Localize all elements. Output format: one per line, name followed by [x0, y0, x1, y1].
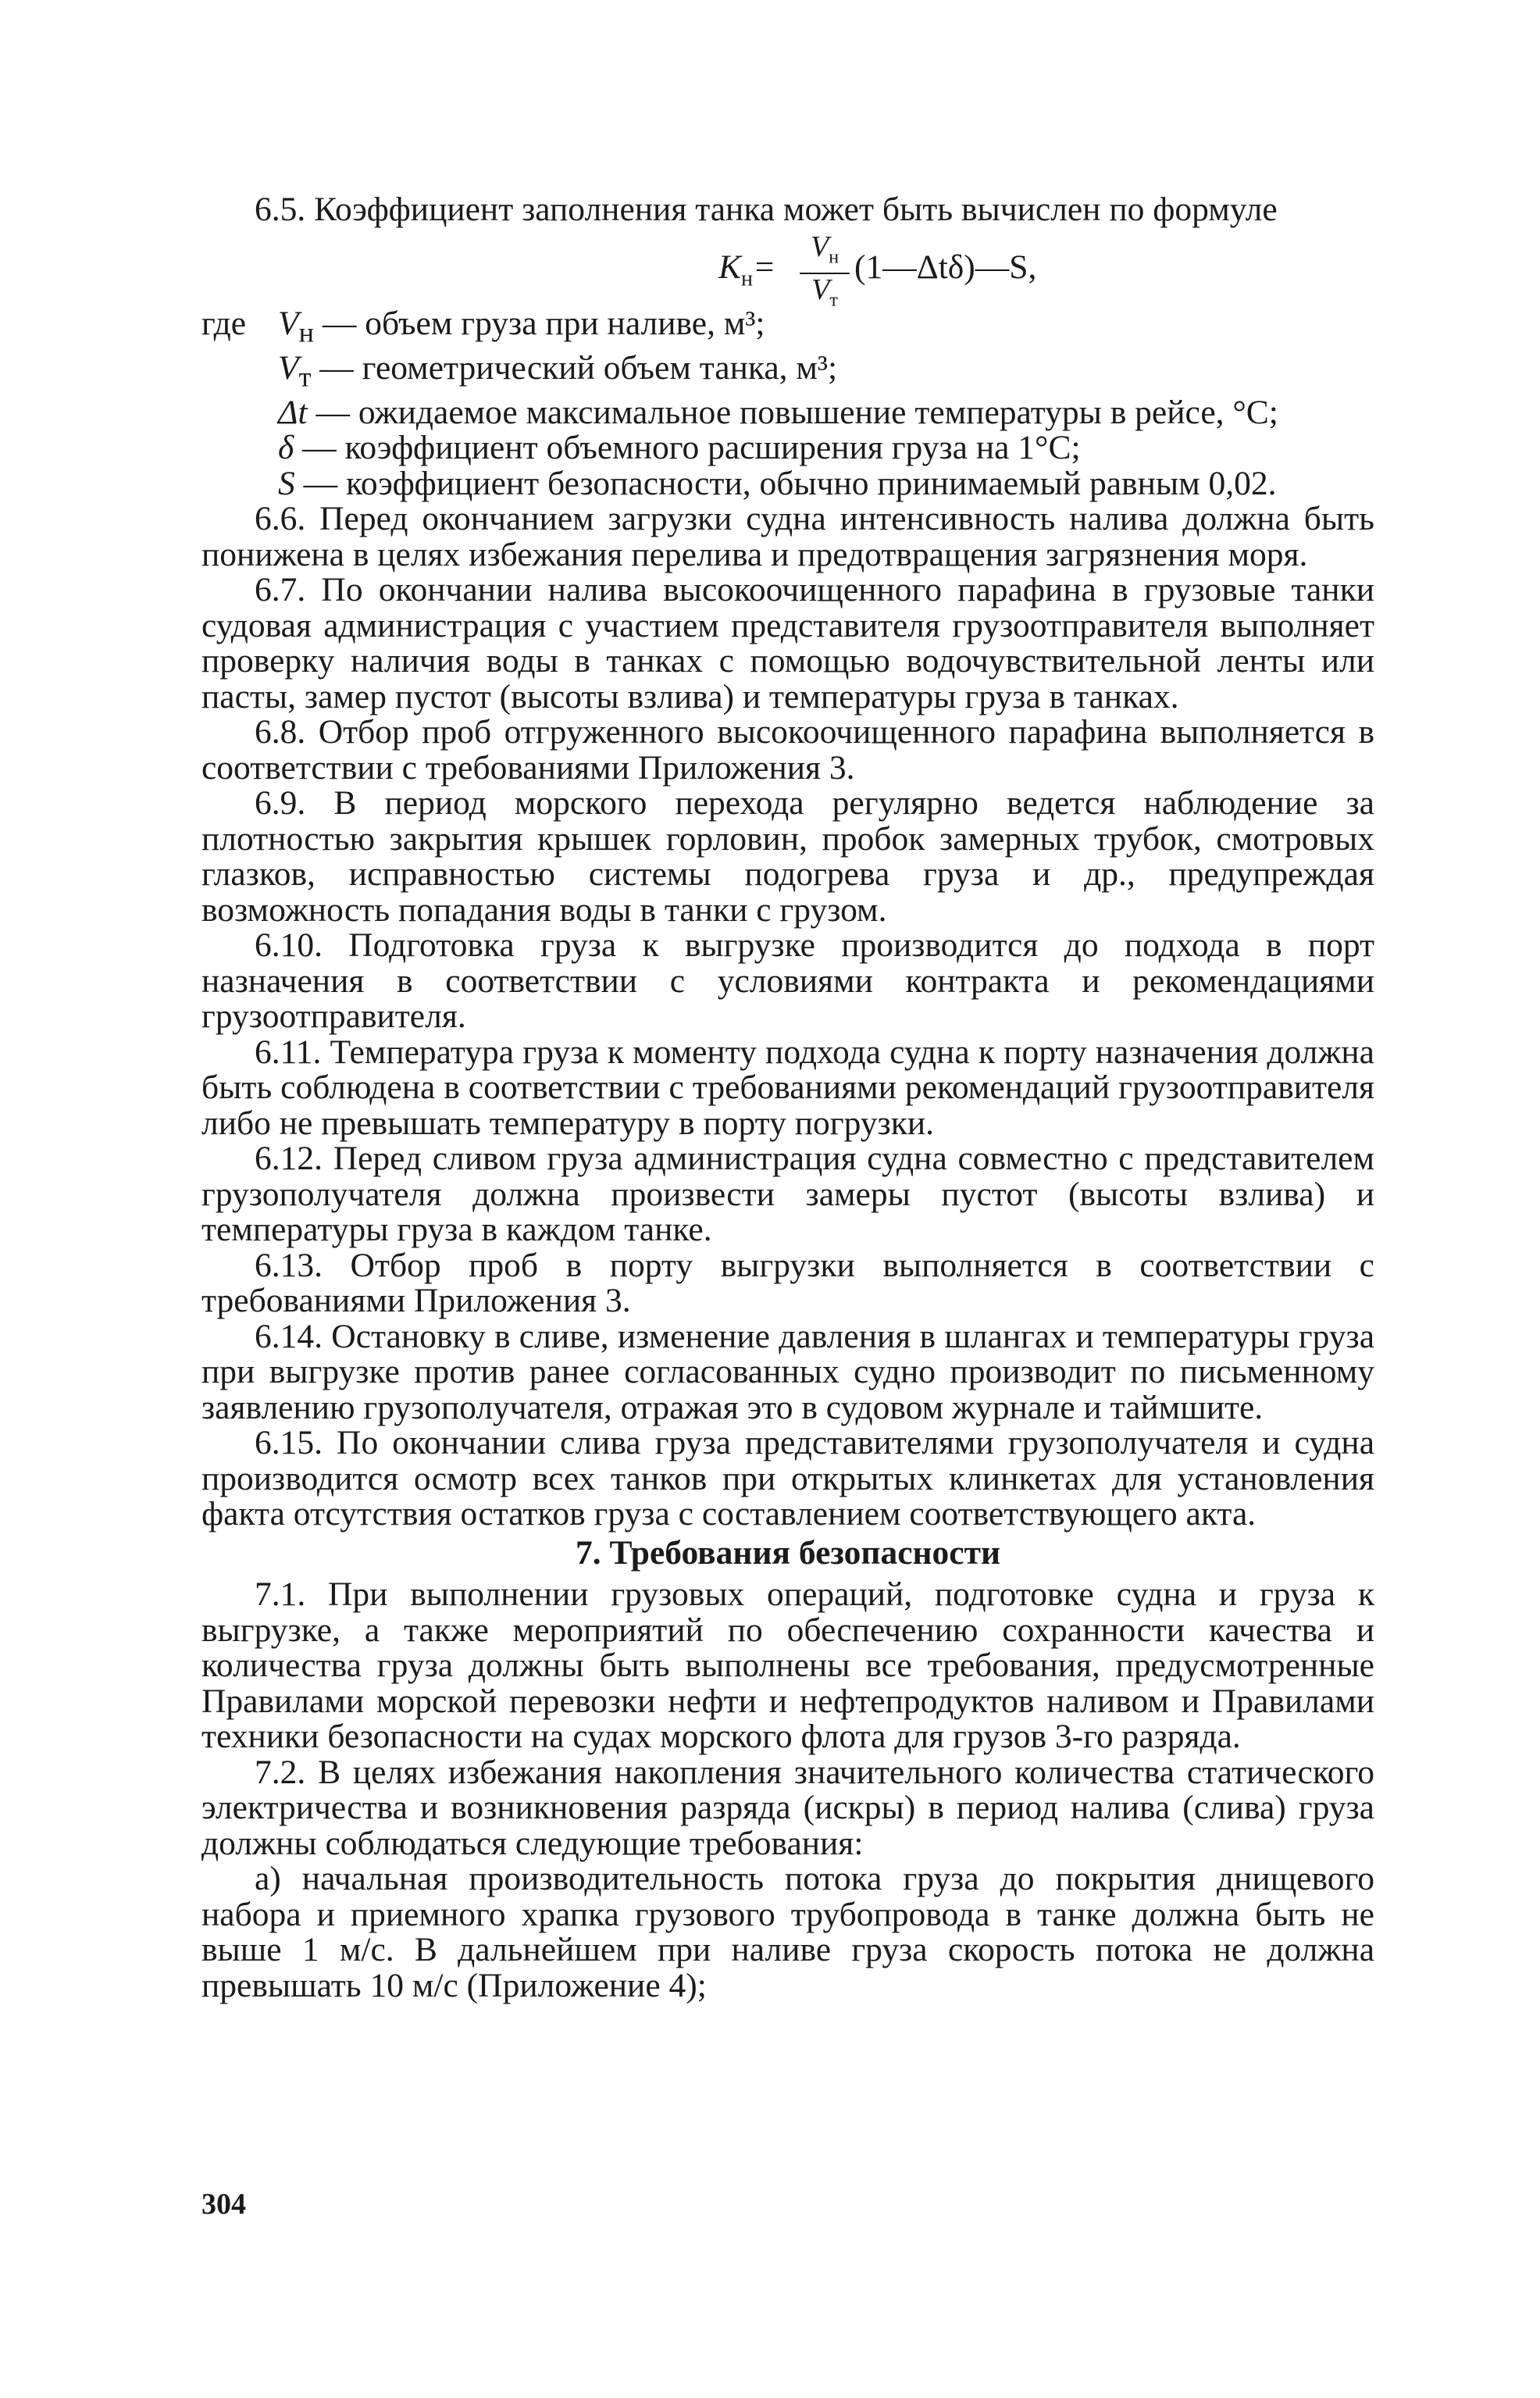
- paragraph-6-10: 6.10. Подготовка груза к выгрузке производится до подхода в порт назначения в соответствии с условиями контракта и рекомендациями грузоотправителя.: [201, 926, 1374, 1036]
- definition-row: [201, 306, 1374, 351]
- paragraph-6-15: 6.15. По окончании слива груза представителями грузополучателя и судна производится осмотр всех танков при открытых клинкетах для установления факта отсутствия остатков груза с составлением соответствующего акта.: [201, 1424, 1374, 1533]
- paragraph-6-11: 6.11. Температура груза к моменту подхода судна к порту назначения должна быть соблюдена в соответствии с требованиями рекомендаций грузоотправителя либо не превышать температуру в порту погрузки.: [201, 1033, 1374, 1142]
- definition-row: [201, 348, 1374, 395]
- formula-numerator: $V_н$: [800, 231, 850, 275]
- definition-row: [201, 466, 1374, 502]
- definition-text: Δt — ожидаемое максимальное повышение температуры в рейсе, °С;: [278, 393, 1278, 431]
- definition-text: δ — коэффициент объемного расширения груза на 1°С;: [278, 429, 1081, 467]
- formula-denominator: $V_т$: [811, 273, 838, 311]
- paragraph-6-7: 6.7. По окончании налива высокоочищенного парафина в грузовые танки судовая администрация с участием представителя грузоотправителя выполняет проверку наличия воды в танках с помощью водочувствительной ленты или пасты, замер пустот (высоты взлива) и температуры груза в танках.: [201, 571, 1374, 715]
- paragraph-6-13: 6.13. Отбор проб в порту выгрузки выполняется в соответствии с требованиями Приложения 3.: [201, 1246, 1374, 1320]
- document-page: [201, 192, 1374, 2004]
- definition-row: [201, 430, 1374, 466]
- definition-lead: [201, 395, 278, 431]
- paragraph-7-2: 7.2. В целях избежания накопления значительного количества статического электричества и возникновения разряда (искры) в период налива (слива) груза должны соблюдаться следующие требования:: [201, 1753, 1374, 1862]
- paragraph-7-1: 7.1. При выполнении грузовых операций, подготовке судна и груза к выгрузке, а также мероприятий по обеспечению сохранности качества и количества груза должны быть выполнены все требования, предусмотренные Правилами морской перевозки нефти и нефтепродуктов наливом и Правилами техники безопасности на судах морского флота для грузов 3-го разряда.: [201, 1575, 1374, 1756]
- formula-fraction: [800, 231, 850, 316]
- formula-lhs: $K_н=$: [718, 248, 776, 291]
- paragraph-6-5: 6.5. Коэффициент заполнения танка может быть вычислен по формуле: [255, 191, 1278, 228]
- definition-lead: где: [201, 304, 247, 342]
- definition-text: S — коэффициент безопасности, обычно принимаемый равным 0,02.: [278, 464, 1277, 502]
- paragraph-6-14: 6.14. Остановку в сливе, изменение давления в шлангах и температуры груза при выгрузке против ранее согласованных судно производит по письменному заявлению грузополучателя, отражая это в судовом журнале и таймшите.: [201, 1317, 1374, 1426]
- paragraph-6-6: 6.6. Перед окончанием загрузки судна интенсивность налива должна быть понижена в целях избежания перелива и предотвращения загрязнения моря.: [201, 500, 1374, 573]
- paragraph-7-2-a: а) начальная производительность потока груза до покрытия днищевого набора и приемного храпка грузового трубопровода в танке должна быть не выше 1 м/с. В дальнейшем при наливе груза скорость потока не должна превышать 10 м/с (Приложение 4);: [201, 1860, 1374, 2004]
- definition-text: $V_н$ — объем груза при наливе, м³;: [278, 304, 765, 348]
- paragraph-6-12: 6.12. Перед сливом груза администрация судна совместно с представителем грузополучателя должна произвести замеры пустот (высоты взлива) и температуры груза в каждом танке.: [201, 1140, 1374, 1249]
- formula-definitions: [201, 306, 1374, 502]
- formula-rest: (1—Δtδ)—S,: [854, 248, 1037, 286]
- definition-lead: [201, 466, 278, 502]
- definition-lead: [201, 430, 278, 466]
- paragraph-6-9: 6.9. В период морского перехода регулярно ведется наблюдение за плотностью закрытия крышек горловин, пробок замерных трубок, смотровых глазков, исправностью системы подогрева груза и др., предупреждая возможность попадания воды в танки с грузом.: [201, 784, 1374, 929]
- definition-text: $V_т$ — геометрический объем танка, м³;: [278, 348, 838, 393]
- fill-coefficient-formula: [718, 230, 1374, 311]
- page-number: 304: [201, 2188, 246, 2221]
- definition-lead: [201, 351, 278, 395]
- definition-row: [201, 395, 1374, 431]
- paragraph-6-8: 6.8. Отбор проб отгруженного высокоочищенного парафина выполняется в соответствии с требованиями Приложения 3.: [201, 713, 1374, 787]
- section-heading: 7. Требования безопасности: [575, 1533, 1001, 1572]
